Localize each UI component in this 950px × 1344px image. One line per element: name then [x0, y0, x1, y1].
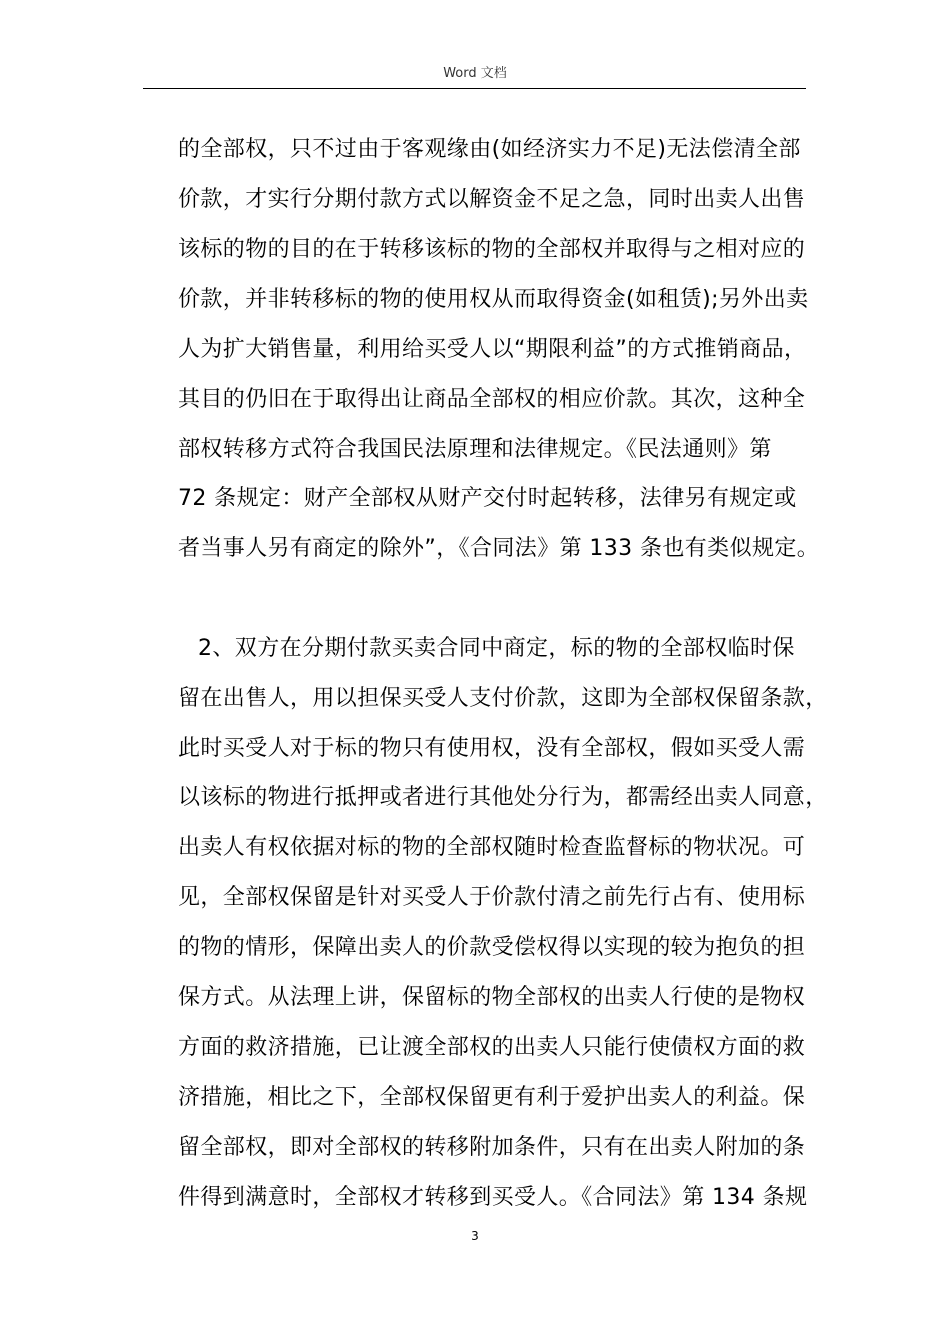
- header-title: Word 文档: [443, 66, 507, 81]
- text-line: 件得到满意时，全部权才转移到买受人。《合同法》第 134 条规: [178, 1185, 808, 1210]
- text-line: 人为扩大销售量，利用给买受人以“期限利益”的方式推销商品，: [178, 337, 807, 362]
- text-line: 留全部权，即对全部权的转移附加条件，只有在出卖人附加的条: [178, 1135, 806, 1160]
- text-line: 价款，并非转移标的物的使用权从而取得资金(如租赁);另外出卖: [178, 287, 809, 312]
- text-line: 的全部权，只不过由于客观缘由(如经济实力不足)无法偿清全部: [178, 137, 801, 162]
- text-line: 的物的情形，保障出卖人的价款受偿权得以实现的较为抱负的担: [178, 935, 806, 960]
- text-line: 方面的救济措施，已让渡全部权的出卖人只能行使债权方面的救: [178, 1035, 806, 1060]
- text-line: 保方式。从法理上讲，保留标的物全部权的出卖人行使的是物权: [178, 985, 806, 1010]
- text-line: 此时买受人对于标的物只有使用权，没有全部权，假如买受人需: [178, 736, 806, 761]
- text-line: 留在出售人，用以担保买受人支付价款，这即为全部权保留条款，: [178, 686, 828, 711]
- text-line: 价款，才实行分期付款方式以解资金不足之急，同时出卖人出售: [178, 187, 806, 212]
- text-line: 见，全部权保留是针对买受人于价款付清之前先行占有、使用标: [178, 885, 806, 910]
- text-line: 济措施，相比之下，全部权保留更有利于爱护出卖人的利益。保: [178, 1085, 806, 1110]
- text-line: 部权转移方式符合我国民法原理和法律规定。《民法通则》第: [178, 437, 772, 462]
- text-line: 出卖人有权依据对标的物的全部权随时检查监督标的物状况。可: [178, 835, 806, 860]
- text-line: 者当事人另有商定的除外”，《合同法》第 133 条也有类似规定。: [178, 536, 820, 561]
- header-divider: [143, 88, 806, 89]
- text-line: 2、双方在分期付款买卖合同中商定，标的物的全部权临时保: [198, 636, 795, 661]
- text-line: 其目的仍旧在于取得出让商品全部权的相应价款。其次，这种全: [178, 387, 806, 412]
- text-line: 72 条规定：财产全部权从财产交付时起转移，法律另有规定或: [178, 486, 797, 511]
- page-number: 3: [471, 1229, 479, 1243]
- text-line: 该标的物的目的在于转移该标的物的全部权并取得与之相对应的: [178, 237, 806, 262]
- text-line: 以该标的物进行抵押或者进行其他处分行为，都需经出卖人同意，: [178, 785, 828, 810]
